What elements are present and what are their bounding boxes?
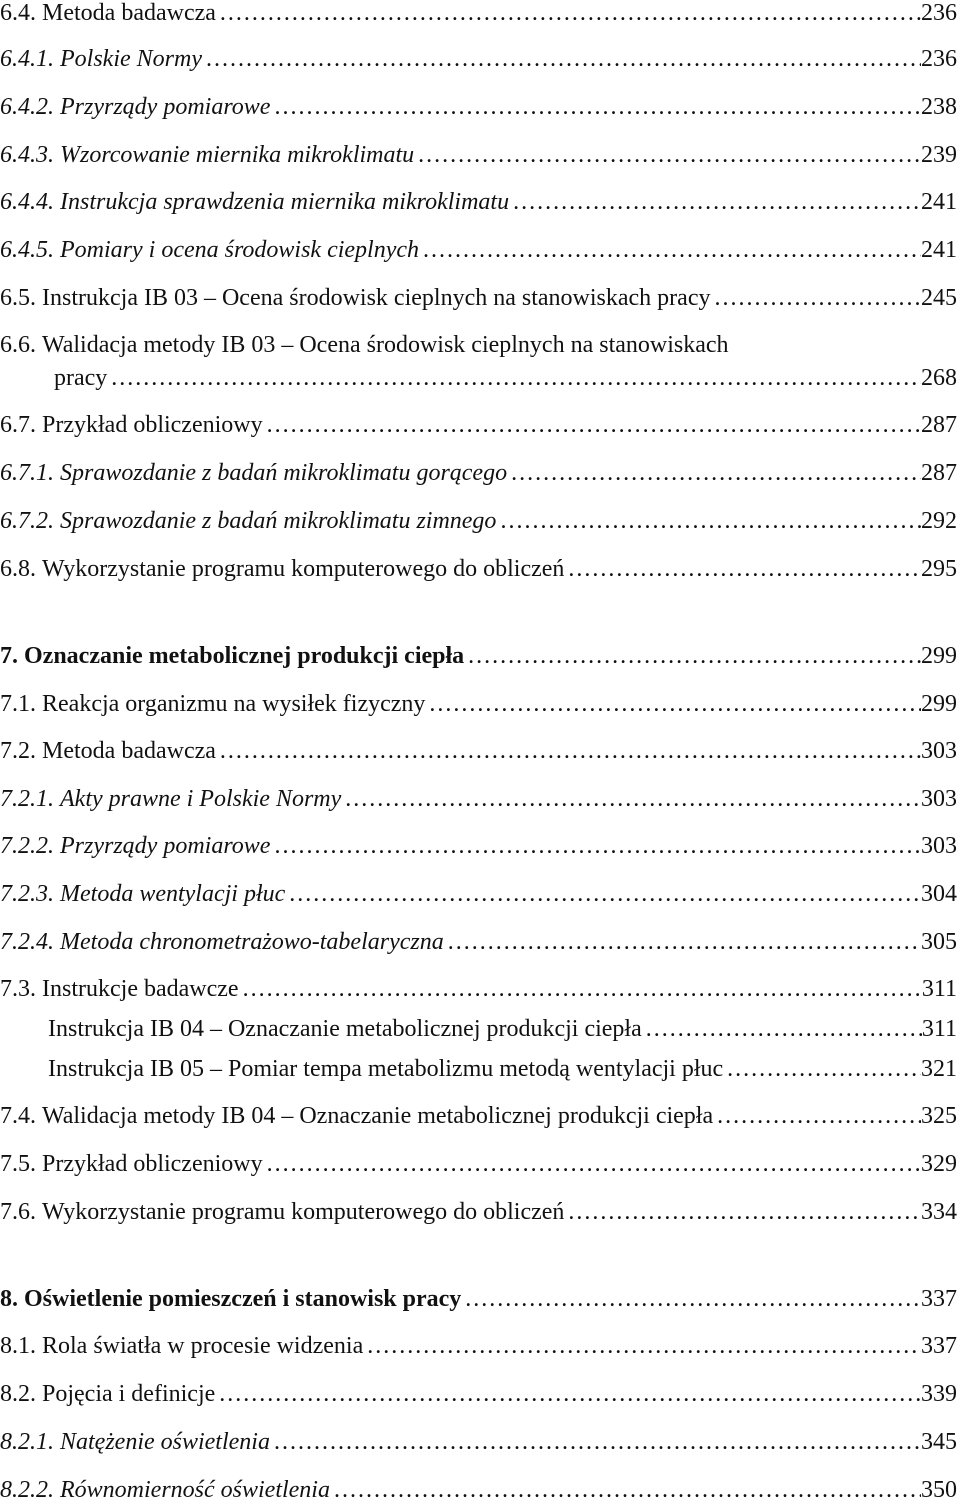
toc-entry[interactable]: [0, 188, 957, 216]
toc-entry-number: 6.4.1.: [0, 46, 54, 72]
toc-entry[interactable]: [0, 236, 957, 264]
toc-leader-dots: [216, 0, 921, 27]
toc-entry-number: 7.5.: [0, 1151, 36, 1177]
toc-entry[interactable]: [0, 1428, 957, 1456]
toc-entry-number: 7.: [0, 643, 18, 669]
toc-leader-dots: [341, 785, 921, 813]
toc-entry[interactable]: [0, 785, 957, 813]
toc-entry[interactable]: [0, 411, 957, 439]
toc-entry-title: Oświetlenie pomieszczeń i stanowisk pracy: [24, 1286, 462, 1312]
toc-entry-number: 7.2.2.: [0, 833, 54, 859]
toc-entry[interactable]: [0, 0, 957, 27]
toc-entry-page-number: 245: [921, 285, 957, 311]
toc-entry[interactable]: [0, 1055, 957, 1083]
toc-entry-title: Wykorzystanie programu komputerowego do obliczeń: [42, 1199, 565, 1225]
toc-entry[interactable]: [0, 975, 957, 1003]
toc-entry[interactable]: [0, 555, 957, 583]
toc-leader-dots: [270, 1428, 921, 1456]
toc-entry-title: Oznaczanie metabolicznej produkcji ciepła: [24, 643, 465, 669]
toc-entry-title: Przykład obliczeniowy: [42, 412, 263, 438]
toc-leader-dots: [363, 1332, 921, 1360]
toc-entry-page-number: 345: [921, 1429, 957, 1455]
toc-entry-number: 6.4.3.: [0, 142, 54, 168]
toc-entry-page-number: 236: [921, 0, 957, 26]
toc-entry-title: Przykład obliczeniowy: [42, 1151, 263, 1177]
toc-entry-title: pracy: [54, 365, 108, 391]
toc-entry-page-number: 287: [921, 412, 957, 438]
toc-entry-page-number: 287: [921, 460, 957, 486]
toc-entry-page-number: 236: [921, 46, 957, 72]
toc-entry[interactable]: [0, 1380, 957, 1408]
toc-entry-number: 8.2.2.: [0, 1477, 54, 1503]
toc-entry-page-number: 329: [921, 1151, 957, 1177]
toc-entry[interactable]: [0, 1150, 957, 1178]
toc-entry-number: 7.3.: [0, 976, 36, 1002]
toc-entry-number: 6.7.1.: [0, 460, 54, 486]
toc-entry-title: Instrukcja IB 03 – Ocena środowisk cieplnych na stanowiskach pracy: [42, 285, 711, 311]
toc-entry-page-number: 241: [921, 189, 957, 215]
toc-entry-title: Walidacja metody IB 03 – Ocena środowisk cieplnych na stanowiskach: [42, 332, 729, 358]
toc-entry-page-number: 321: [921, 1056, 957, 1082]
toc-entry-page-number: 268: [921, 365, 957, 391]
toc-entry-number: 8.2.: [0, 1381, 36, 1407]
toc-leader-dots: [419, 236, 921, 264]
toc-entry[interactable]: [0, 331, 957, 359]
toc-entry-title: Instrukcja IB 04 – Oznaczanie metabolicznej produkcji ciepła: [48, 1016, 642, 1042]
toc-entry-page-number: 325: [921, 1103, 957, 1129]
toc-entry-title: Reakcja organizmu na wysiłek fizyczny: [42, 691, 426, 717]
toc-entry-page-number: 337: [921, 1286, 957, 1312]
toc-entry-title: Metoda chronometrażowo-tabelaryczna: [60, 929, 444, 955]
toc-entry-number: 8.: [0, 1286, 18, 1312]
toc-entry-title: Metoda badawcza: [42, 738, 216, 764]
toc-entry-page-number: 350: [921, 1477, 957, 1503]
toc-entry-page-number: 241: [921, 237, 957, 263]
toc-entry[interactable]: [0, 737, 957, 765]
toc-entry[interactable]: [0, 364, 957, 392]
toc-entry-page-number: 303: [921, 833, 957, 859]
toc-entry-number: 7.2.3.: [0, 881, 54, 907]
toc-entry-title: Przyrządy pomiarowe: [60, 833, 271, 859]
toc-entry-title: Sprawozdanie z badań mikroklimatu zimnego: [60, 508, 497, 534]
toc-leader-dots: [444, 928, 921, 956]
toc-leader-dots: [270, 93, 921, 121]
toc-entry[interactable]: [0, 832, 957, 860]
toc-entry-page-number: 303: [921, 786, 957, 812]
toc-entry[interactable]: [0, 284, 957, 312]
toc-entry-page-number: 299: [921, 643, 957, 669]
toc-entry-number: 6.4.5.: [0, 237, 54, 263]
toc-entry-number: 7.1.: [0, 691, 36, 717]
toc-entry[interactable]: [0, 45, 957, 73]
toc-entry-page-number: 311: [921, 976, 957, 1002]
toc-entry[interactable]: [0, 1102, 957, 1130]
toc-entry-page-number: 239: [921, 142, 957, 168]
toc-leader-dots: [461, 1285, 921, 1313]
toc-leader-dots: [107, 364, 921, 392]
toc-leader-dots: [263, 1150, 921, 1178]
toc-entry-number: 7.4.: [0, 1103, 36, 1129]
toc-entry-number: 8.1.: [0, 1333, 36, 1359]
toc-entry-page-number: 339: [921, 1381, 957, 1407]
toc-leader-dots: [464, 642, 921, 670]
toc-entry-page-number: 299: [921, 691, 957, 717]
toc-entry-title: Polskie Normy: [60, 46, 202, 72]
toc-leader-dots: [564, 555, 921, 583]
toc-entry[interactable]: [0, 1015, 957, 1043]
toc-leader-dots: [713, 1102, 921, 1130]
toc-entry-title: Rola światła w procesie widzenia: [42, 1333, 364, 1359]
toc-entry-title: Instrukcja sprawdzenia miernika mikroklimatu: [60, 189, 510, 215]
toc-entry-title: Wzorcowanie miernika mikroklimatu: [60, 142, 415, 168]
toc-leader-dots: [723, 1055, 921, 1083]
toc-leader-dots: [216, 737, 921, 765]
toc-entry-title: Instrukcja IB 05 – Pomiar tempa metabolizmu metodą wentylacji płuc: [48, 1056, 724, 1082]
toc-leader-dots: [710, 284, 921, 312]
toc-entry[interactable]: [0, 93, 957, 121]
toc-entry-page-number: 304: [921, 881, 957, 907]
toc-entry-number: 6.7.: [0, 412, 36, 438]
toc-entry-number: 6.6.: [0, 332, 36, 358]
toc-entry-page-number: 305: [921, 929, 957, 955]
toc-entry-title: Walidacja metody IB 04 – Oznaczanie metabolicznej produkcji ciepła: [42, 1103, 714, 1129]
toc-entry-title: Natężenie oświetlenia: [60, 1429, 270, 1455]
toc-entry-page-number: 238: [921, 94, 957, 120]
toc-entry-title: Metoda badawcza: [42, 0, 216, 26]
toc-entry-number: 6.5.: [0, 285, 36, 311]
toc-entry-title: Metoda wentylacji płuc: [60, 881, 286, 907]
toc-entry-number: 6.8.: [0, 556, 36, 582]
toc-entry-page-number: 311: [921, 1016, 957, 1042]
toc-entry[interactable]: [0, 880, 957, 908]
toc-entry-title: Sprawozdanie z badań mikroklimatu gorącego: [60, 460, 508, 486]
toc-entry[interactable]: [0, 1198, 957, 1226]
toc-entry[interactable]: [0, 690, 957, 718]
toc-leader-dots: [496, 507, 921, 535]
toc-leader-dots: [564, 1198, 921, 1226]
toc-leader-dots: [270, 832, 921, 860]
toc-entry-title: Równomierność oświetlenia: [60, 1477, 330, 1503]
toc-entry[interactable]: [0, 1285, 957, 1313]
toc-leader-dots: [202, 45, 921, 73]
toc-leader-dots: [642, 1015, 922, 1043]
toc-leader-dots: [509, 188, 921, 216]
toc-entry-title: Przyrządy pomiarowe: [60, 94, 271, 120]
toc-entry[interactable]: [0, 507, 957, 535]
toc-entry-page-number: 334: [921, 1199, 957, 1225]
toc-entry-number: 6.4.4.: [0, 189, 54, 215]
toc-entry-number: 7.6.: [0, 1199, 36, 1225]
toc-entry[interactable]: [0, 1332, 957, 1360]
toc-entry-number: 6.7.2.: [0, 508, 54, 534]
toc-entry-number: 7.2.: [0, 738, 36, 764]
toc-entry-title: Akty prawne i Polskie Normy: [60, 786, 342, 812]
toc-entry-title: Pojęcia i definicje: [42, 1381, 216, 1407]
toc-entry-number: 6.4.: [0, 0, 36, 26]
toc-leader-dots: [285, 880, 921, 908]
toc-leader-dots: [263, 411, 921, 439]
toc-entry[interactable]: [0, 642, 957, 670]
toc-entry-number: 7.2.1.: [0, 786, 54, 812]
toc-leader-dots: [414, 141, 921, 169]
toc-leader-dots: [215, 1380, 921, 1408]
toc-entry[interactable]: [0, 141, 957, 169]
toc-entry[interactable]: [0, 928, 957, 956]
toc-entry-number: 7.2.4.: [0, 929, 54, 955]
toc-entry-title: Pomiary i ocena środowisk cieplnych: [60, 237, 420, 263]
toc-entry-title: Wykorzystanie programu komputerowego do obliczeń: [42, 556, 565, 582]
toc-entry-page-number: 292: [921, 508, 957, 534]
toc-entry-page-number: 303: [921, 738, 957, 764]
toc-entry-page-number: 337: [921, 1333, 957, 1359]
toc-leader-dots: [239, 975, 922, 1003]
toc-entry-title: Instrukcje badawcze: [42, 976, 239, 1002]
toc-entry-number: 6.4.2.: [0, 94, 54, 120]
toc-leader-dots: [425, 690, 921, 718]
toc-leader-dots: [507, 459, 921, 487]
toc-entry-page-number: 295: [921, 556, 957, 582]
toc-entry[interactable]: [0, 459, 957, 487]
toc-entry-number: 8.2.1.: [0, 1429, 54, 1455]
